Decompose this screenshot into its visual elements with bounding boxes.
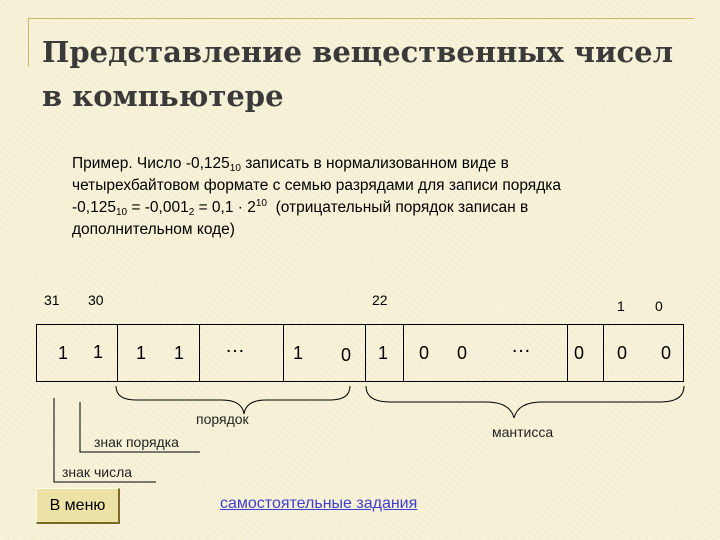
example-line-2: четырехбайтовом формате с семью разрядами для записи порядка [72, 177, 561, 194]
bit-cell-value: 1 [93, 342, 104, 362]
example-l1-a: Пример. Число -0,125 [72, 155, 230, 172]
bit-cell-value: 1 [378, 343, 389, 363]
bit-cell-value: 0 [661, 343, 672, 363]
order-brace [116, 386, 350, 414]
bit-number-0: 0 [655, 298, 663, 314]
bit-cell-value: 1 [174, 343, 185, 363]
example-l3-sup: 10 [255, 198, 267, 209]
example-l1-sub: 10 [229, 163, 241, 174]
independent-tasks-link[interactable]: самостоятельные задания [220, 495, 418, 512]
example-l3-b: = -0,001 [127, 199, 189, 216]
bit-cell-ellipsis: … [511, 335, 533, 357]
bit-number-22: 22 [372, 292, 388, 308]
bit-number-31: 31 [44, 292, 60, 308]
menu-button[interactable]: В меню [36, 488, 120, 524]
title-line-1: Представление вещественных чисел [42, 35, 674, 69]
bit-cell-value: 0 [617, 343, 628, 363]
bit-cell-value: 0 [574, 343, 585, 363]
example-line-4: дополнительном коде) [72, 221, 235, 238]
bit-cell-value: 0 [341, 345, 352, 365]
bit-cell-ellipsis: … [225, 335, 247, 357]
number-sign-label: знак числа [62, 464, 133, 480]
order-sign-label: знак порядка [94, 434, 179, 450]
bit-cell-value: 1 [136, 343, 147, 363]
bit-cell-value: 1 [58, 343, 69, 363]
example-l3-d: (отрицательный порядок записан в [267, 199, 529, 216]
example-l1-b: записать в нормализованном виде в [240, 155, 509, 172]
example-l3-sub1: 10 [115, 207, 128, 218]
example-l3-sub2: 2 [188, 207, 195, 218]
example-l3-a: -0,125 [72, 199, 116, 216]
title-line-2: в компьютере [42, 79, 284, 113]
bit-number-30: 30 [88, 292, 104, 308]
mantissa-label: мантисса [492, 424, 554, 440]
bit-number-1: 1 [617, 298, 625, 314]
bit-cell-value: 1 [293, 343, 304, 363]
bit-cell-value: 0 [457, 343, 468, 363]
bit-cell-value: 0 [419, 343, 430, 363]
mantissa-brace [366, 386, 684, 418]
order-label: порядок [196, 411, 249, 427]
example-l3-c: = 0,1 · 2 [194, 199, 256, 216]
